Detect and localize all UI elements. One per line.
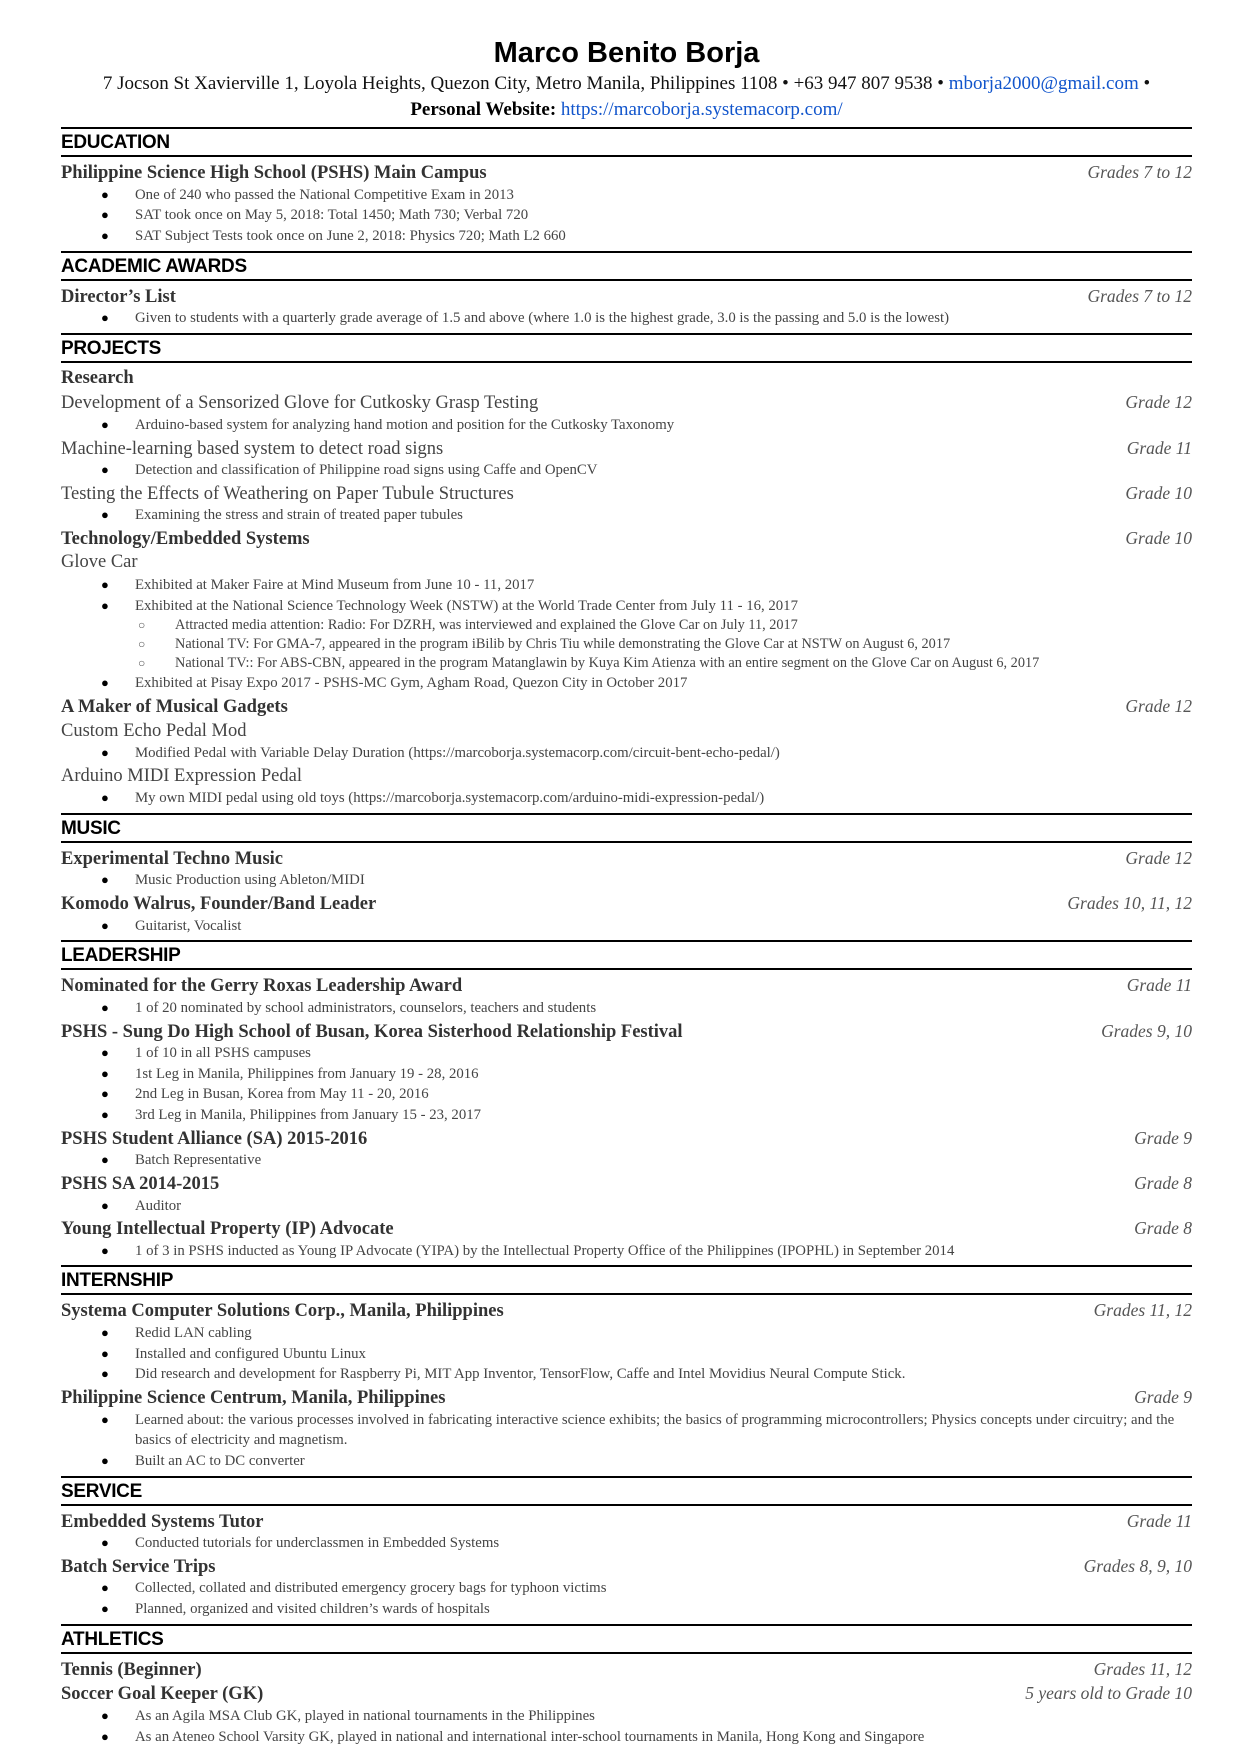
- entry-grade: Grade 10: [1125, 482, 1192, 503]
- entry-grade: Grades 9, 10: [1101, 1020, 1192, 1041]
- bullet-icon: ●: [101, 1535, 109, 1551]
- bullet-text: 1 of 10 in all PSHS campuses: [135, 1045, 311, 1062]
- bullet-text: National TV:: For ABS-CBN, appeared in the program Matanglawin by Kuya Kim Atienza with an entire segment on the Glove Car on August 6, 2017: [175, 655, 1040, 672]
- bullet-item: [61, 1451, 1192, 1472]
- section-header-projects: PROJECTS: [61, 333, 1192, 363]
- entry-title: Technology/Embedded Systems: [61, 528, 310, 549]
- bullet-icon: ●: [101, 576, 109, 592]
- entry-title: Research: [61, 367, 134, 388]
- circle-bullet-icon: ○: [138, 618, 146, 633]
- entry-grade: Grades 8, 9, 10: [1083, 1555, 1192, 1576]
- entry-title: PSHS SA 2014-2015: [61, 1174, 220, 1195]
- bullet-text: As an Agila MSA Club GK, played in national tournaments in the Philippines: [135, 1707, 595, 1724]
- entry-grade: Grades 10, 11, 12: [1067, 893, 1192, 914]
- bullet-item: [61, 870, 1192, 891]
- entry-grade: Grades 7 to 12: [1087, 162, 1192, 182]
- entry-title: Development of a Sensorized Glove for Cutkosky Grasp Testing: [61, 393, 539, 414]
- bullet-icon: ●: [101, 227, 109, 243]
- bullet-item: [61, 1410, 1192, 1451]
- entry-grade: Grade 12: [1125, 847, 1192, 868]
- bullet-icon: ●: [101, 207, 109, 223]
- bullet-item: [61, 505, 1192, 526]
- entry-title: Machine-learning based system to detect road signs: [61, 438, 444, 459]
- entry-grade: Grades 11, 12: [1093, 1658, 1192, 1679]
- bullet-item: [61, 1105, 1192, 1126]
- circle-bullet-icon: ○: [138, 656, 146, 671]
- bullet-item: [61, 308, 1192, 329]
- entry-row: [61, 1171, 1192, 1196]
- bullet-text: My own MIDI pedal using old toys (https://marcoborja.systemacorp.com/arduino-midi-expression-pedal/): [135, 790, 765, 807]
- sub-bullet-item: [61, 635, 1192, 654]
- bullet-item: [61, 1599, 1192, 1620]
- entry-grade: Grades 11, 12: [1093, 1300, 1192, 1321]
- bullet-text: One of 240 who passed the National Competitive Exam in 2013: [135, 186, 514, 203]
- entry-row: [61, 694, 1192, 719]
- bullet-text: 1st Leg in Manila, Philippines from January 19 - 28, 2016: [135, 1065, 479, 1082]
- bullet-item: [61, 575, 1192, 596]
- bullet-text: 2nd Leg in Busan, Korea from May 11 - 20, 2016: [135, 1086, 429, 1103]
- bullet-icon: ●: [101, 745, 109, 761]
- entry-row: [61, 1681, 1192, 1706]
- bullet-item: [61, 1727, 1192, 1748]
- entry-title: PSHS - Sung Do High School of Busan, Korea Sisterhood Relationship Festival: [61, 1021, 683, 1042]
- bullet-text: Exhibited at the National Science Technology Week (NSTW) at the World Trade Center from July 11 - 16, 2017: [135, 597, 798, 614]
- entry-row: [61, 1126, 1192, 1151]
- entry-grade: Grade 9: [1134, 1387, 1192, 1408]
- bullet-icon: ●: [101, 1242, 109, 1258]
- entry-row: [61, 719, 1192, 744]
- entry-row: [61, 390, 1192, 415]
- bullet-text: SAT took once on May 5, 2018: Total 1450; Math 730; Verbal 720: [135, 207, 529, 224]
- entry-grade: Grade 8: [1134, 1218, 1192, 1239]
- bullet-item: [61, 1043, 1192, 1064]
- entry-title: Arduino MIDI Expression Pedal: [61, 765, 302, 786]
- resume-page: [61, 36, 1192, 1747]
- entry-title: Philippine Science High School (PSHS) Main Campus: [61, 163, 487, 183]
- address-phone: 7 Jocson St Xavierville 1, Loyola Heights, Quezon City, Metro Manila, Philippines 1108 • +63 947 807 9538 •: [102, 73, 944, 94]
- section-header-academic-awards: ACADEMIC AWARDS: [61, 251, 1192, 281]
- bullet-text: Guitarist, Vocalist: [135, 917, 242, 934]
- entry-title: Glove Car: [61, 552, 138, 573]
- entry-row: [61, 436, 1192, 461]
- entry-title: Philippine Science Centrum, Manila, Philippines: [61, 1388, 446, 1409]
- bullet-icon: ●: [101, 1345, 109, 1361]
- email-link[interactable]: mborja2000@gmail.com: [948, 73, 1139, 94]
- bullet-icon: ●: [101, 675, 109, 691]
- sub-bullet-item: [61, 616, 1192, 635]
- section-header-service: SERVICE: [61, 1476, 1192, 1506]
- entry-title: Batch Service Trips: [61, 1556, 216, 1577]
- bullet-item: [61, 415, 1192, 436]
- bullet-text: Conducted tutorials for underclassmen in Embedded Systems: [135, 1535, 500, 1552]
- bullet-item: [61, 1323, 1192, 1344]
- bullet-icon: ●: [101, 1707, 109, 1723]
- bullet-item: [61, 1150, 1192, 1171]
- entry-row: [61, 846, 1192, 871]
- bullet-text: Planned, organized and visited children’s wards of hospitals: [135, 1601, 490, 1618]
- bullet-item: [61, 1364, 1192, 1385]
- bullet-text: Learned about: the various processes involved in fabricating interactive science exhibits; the basics of programming microcontrollers; Physics concepts under circuitry; and the basics of electricity and magnetism.: [135, 1411, 1175, 1449]
- bullet-item: [61, 1241, 1192, 1262]
- entry-title: Embedded Systems Tutor: [61, 1511, 264, 1532]
- bullet-icon: ●: [101, 790, 109, 806]
- section-header-leadership: LEADERSHIP: [61, 940, 1192, 970]
- bullet-item: [61, 1344, 1192, 1365]
- entry-row: [61, 1216, 1192, 1241]
- circle-bullet-icon: ○: [138, 637, 146, 652]
- entry-row: [61, 550, 1192, 575]
- entry-title: Experimental Techno Music: [61, 848, 284, 869]
- entry-title: Young Intellectual Property (IP) Advocate: [61, 1219, 394, 1240]
- bullet-icon: ●: [101, 507, 109, 523]
- entry-row: [61, 1385, 1192, 1410]
- entry-row: [61, 764, 1192, 789]
- bullet-item: [61, 1706, 1192, 1727]
- entry-row: [61, 481, 1192, 506]
- bullet-text: Batch Representative: [135, 1152, 262, 1169]
- bullet-icon: ●: [101, 1086, 109, 1102]
- entry-row: [61, 1019, 1192, 1044]
- bullet-icon: ●: [101, 1197, 109, 1213]
- entry-row: [61, 1554, 1192, 1579]
- bullet-item: [61, 460, 1192, 481]
- entry-row: [61, 973, 1192, 998]
- bullet-text: Built an AC to DC converter: [135, 1452, 305, 1469]
- bullet-icon: ●: [101, 1452, 109, 1468]
- entry-title: PSHS Student Alliance (SA) 2015-2016: [61, 1128, 368, 1149]
- section-header-education: EDUCATION: [61, 127, 1192, 157]
- bullet-text: Collected, collated and distributed emergency grocery bags for typhoon victims: [135, 1580, 607, 1597]
- website-label: Personal Website:: [410, 99, 557, 120]
- entry-grade: Grade 11: [1126, 1510, 1192, 1531]
- bullet-item: [61, 1084, 1192, 1105]
- bullet-icon: ●: [101, 1366, 109, 1382]
- entry-row: [61, 1657, 1192, 1682]
- bullet-icon: ●: [101, 1107, 109, 1123]
- bullet-text: As an Ateneo School Varsity GK, played in national and international inter-school tournaments in Manila, Hong Kong and Singapore: [135, 1728, 925, 1745]
- bullet-icon: ●: [101, 462, 109, 478]
- entry-grade: Grade 12: [1125, 392, 1192, 413]
- entry-row: [61, 1298, 1192, 1323]
- bullet-icon: ●: [101, 1411, 109, 1427]
- entry-title: A Maker of Musical Gadgets: [61, 697, 288, 718]
- bullet-icon: ●: [101, 597, 109, 613]
- bullet-icon: ●: [101, 1324, 109, 1340]
- bullet-text: Installed and configured Ubuntu Linux: [135, 1345, 366, 1362]
- entry-grade: Grades 7 to 12: [1087, 285, 1192, 306]
- bullet-text: 1 of 3 in PSHS inducted as Young IP Advocate (YIPA) by the Intellectual Property Office of the Philippines (IPOPHL) in September 2014: [135, 1242, 955, 1259]
- bullet-text: Exhibited at Maker Faire at Mind Museum from June 10 - 11, 2017: [135, 576, 535, 593]
- entry-grade: Grade 8: [1134, 1173, 1192, 1194]
- entry-title: Testing the Effects of Weathering on Paper Tubule Structures: [61, 483, 514, 504]
- bullet-text: Attracted media attention: Radio: For DZRH, was interviewed and explained the Glove Car on July 11, 2017: [175, 617, 798, 634]
- bullet-item: [61, 673, 1192, 694]
- bullet-text: Given to students with a quarterly grade average of 1.5 and above (where 1.0 is the highest grade, 3.0 is the passing and 5.0 is the lowest): [135, 310, 950, 327]
- entry-row: [61, 284, 1192, 309]
- entry-grade: 5 years old to Grade 10: [1025, 1683, 1192, 1704]
- bullet-item: [61, 1196, 1192, 1217]
- bullet-item: [61, 185, 1192, 206]
- bullet-item: [61, 596, 1192, 617]
- entry-row: [61, 891, 1192, 916]
- bullet-item: [61, 205, 1192, 226]
- bullet-item: [61, 1064, 1192, 1085]
- entry-grade: Grade 11: [1126, 975, 1192, 996]
- bullet-icon: ●: [101, 917, 109, 933]
- bullet-text: National TV: For GMA-7, appeared in the program iBilib by Chris Tiu while demonstrating the Glove Car at NSTW on August 6, 2017: [175, 636, 951, 653]
- website-line: [61, 97, 1192, 123]
- bullet-item: [61, 1578, 1192, 1599]
- entry-grade: Grade 12: [1125, 696, 1192, 717]
- resume-sections: [61, 127, 1192, 1747]
- bullet-icon: ●: [101, 1152, 109, 1168]
- bullet-text: Examining the stress and strain of treated paper tubules: [135, 507, 463, 524]
- entry-title: Soccer Goal Keeper (GK): [61, 1684, 264, 1705]
- sub-bullet-item: [61, 654, 1192, 673]
- entry-title: Nominated for the Gerry Roxas Leadership Award: [61, 976, 463, 997]
- bullet-icon: ●: [101, 1601, 109, 1617]
- bullet-text: Auditor: [135, 1197, 182, 1214]
- bullet-text: Did research and development for Raspberry Pi, MIT App Inventor, TensorFlow, Caffe and Intel Movidius Neural Compute Stick.: [135, 1366, 906, 1383]
- entry-grade: Grade 11: [1126, 437, 1192, 458]
- bullet-text: 1 of 20 nominated by school administrators, counselors, teachers and students: [135, 999, 597, 1016]
- bullet-icon: ●: [101, 872, 109, 888]
- bullet-item: [61, 788, 1192, 809]
- website-link[interactable]: https://marcoborja.systemacorp.com/: [560, 99, 843, 120]
- bullet-text: SAT Subject Tests took once on June 2, 2018: Physics 720; Math L2 660: [135, 227, 566, 244]
- resume-name: Marco Benito Borja: [493, 37, 760, 69]
- bullet-text: Music Production using Ableton/MIDI: [135, 872, 365, 889]
- bullet-item: [61, 743, 1192, 764]
- section-header-athletics: ATHLETICS: [61, 1624, 1192, 1654]
- entry-row: [61, 366, 1192, 391]
- entry-title: Custom Echo Pedal Mod: [61, 720, 247, 741]
- section-header-music: MUSIC: [61, 813, 1192, 843]
- entry-title: Komodo Walrus, Founder/Band Leader: [61, 894, 377, 915]
- bullet-item: [61, 1533, 1192, 1554]
- bullet-text: Redid LAN cabling: [135, 1324, 252, 1341]
- bullet-icon: ●: [101, 186, 109, 202]
- bullet-icon: ●: [101, 999, 109, 1015]
- entry-title: Tennis (Beginner): [61, 1659, 202, 1680]
- bullet-item: [61, 916, 1192, 937]
- bullet-icon: ●: [101, 1065, 109, 1081]
- entry-grade: Grade 9: [1134, 1127, 1192, 1148]
- bullet-text: Modified Pedal with Variable Delay Duration (https://marcoborja.systemacorp.com/circuit-bent-echo-pedal/): [135, 745, 780, 762]
- bullet-icon: ●: [101, 1580, 109, 1596]
- bullet-icon: ●: [101, 416, 109, 432]
- bullet-text: Exhibited at Pisay Expo 2017 - PSHS-MC Gym, Agham Road, Quezon City in October 2017: [135, 675, 688, 692]
- bullet-item: [61, 998, 1192, 1019]
- contact-line: [41, 70, 1212, 97]
- bullet-item: [61, 226, 1192, 247]
- bullet-icon: ●: [101, 1045, 109, 1061]
- entry-row: [61, 160, 1192, 185]
- entry-title: Director’s List: [61, 286, 176, 307]
- entry-row: [61, 526, 1192, 551]
- section-header-internship: INTERNSHIP: [61, 1265, 1192, 1295]
- contact-trail: •: [1143, 73, 1151, 94]
- bullet-text: Arduino-based system for analyzing hand motion and position for the Cutkosky Taxonomy: [135, 416, 675, 433]
- bullet-icon: ●: [101, 310, 109, 326]
- entry-row: [61, 1509, 1192, 1534]
- bullet-icon: ●: [101, 1728, 109, 1744]
- bullet-text: Detection and classification of Philippine road signs using Caffe and OpenCV: [135, 462, 598, 479]
- entry-title: Systema Computer Solutions Corp., Manila, Philippines: [61, 1301, 504, 1322]
- entry-grade: Grade 10: [1125, 527, 1192, 548]
- bullet-text: 3rd Leg in Manila, Philippines from January 15 - 23, 2017: [135, 1107, 482, 1124]
